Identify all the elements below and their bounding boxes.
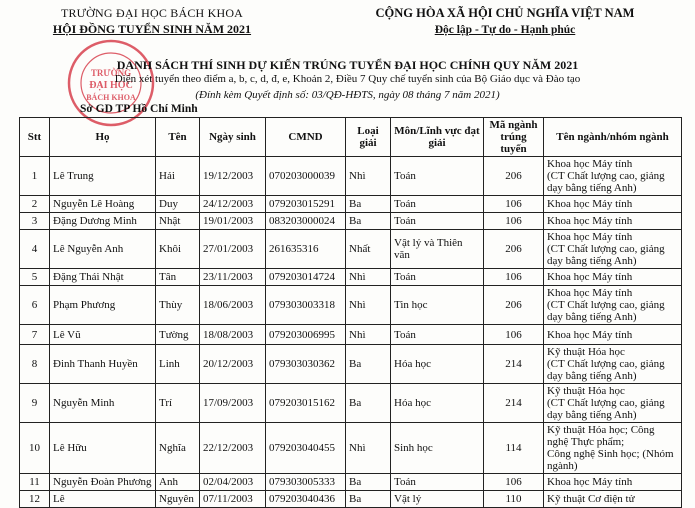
- table-row: [20, 423, 682, 474]
- table-row: [20, 384, 682, 423]
- cell-major-name: [544, 384, 682, 423]
- cell-id: 079203014724: [266, 269, 346, 286]
- cell-stt: 4: [20, 230, 50, 269]
- cell-major-name: [544, 196, 682, 213]
- major-name: Khoa học Máy tính: [547, 271, 633, 283]
- cell-id: 079203040436: [266, 491, 346, 508]
- table-row: [20, 345, 682, 384]
- major-note: (CT Chất lượng cao, giảng dạy bằng tiếng Anh): [547, 358, 665, 382]
- col-stt: Stt: [20, 118, 50, 157]
- cell-dob: 18/06/2003: [200, 286, 266, 325]
- cell-dob: 24/12/2003: [200, 196, 266, 213]
- cell-award: Nhì: [346, 325, 391, 345]
- cell-award: Nhì: [346, 157, 391, 196]
- major-name: Kỹ thuật Hóa học; Công nghệ Thực phẩm;: [547, 424, 655, 448]
- cell-major-name: [544, 230, 682, 269]
- cell-last-name: Nguyễn Lê Hoàng: [50, 196, 156, 213]
- cell-award: Ba: [346, 474, 391, 491]
- cell-subject: Tin học: [391, 286, 484, 325]
- cell-major-code: 106: [484, 196, 544, 213]
- cell-id: 070203000039: [266, 157, 346, 196]
- document-title: DANH SÁCH THÍ SINH DỰ KIẾN TRÚNG TUYỂN ĐẠI HỌC CHÍNH QUY NĂM 2021: [116, 58, 579, 72]
- cell-dob: 18/08/2003: [200, 325, 266, 345]
- header-right: [355, 6, 655, 36]
- col-major-name: Tên ngành/nhóm ngành: [544, 118, 682, 157]
- cell-major-name: [544, 325, 682, 345]
- cell-stt: 6: [20, 286, 50, 325]
- table-row: [20, 196, 682, 213]
- cell-first-name: Trí: [156, 384, 200, 423]
- cell-major-code: 206: [484, 230, 544, 269]
- major-name: Khoa học Máy tính: [547, 287, 633, 299]
- cell-subject: Hóa học: [391, 384, 484, 423]
- cell-major-code: 110: [484, 491, 544, 508]
- cell-dob: 23/11/2003: [200, 269, 266, 286]
- cell-major-name: [544, 213, 682, 230]
- cell-first-name: Khôi: [156, 230, 200, 269]
- cell-last-name: Đặng Thái Nhật: [50, 269, 156, 286]
- major-name: Kỹ thuật Hóa học: [547, 385, 625, 397]
- cell-subject: Hóa học: [391, 345, 484, 384]
- stamp-line-1: TRƯỜNG: [90, 68, 132, 78]
- table-row: [20, 286, 682, 325]
- cell-first-name: Duy: [156, 196, 200, 213]
- cell-last-name: Nguyễn Minh: [50, 384, 156, 423]
- col-first-name: Tên: [156, 118, 200, 157]
- cell-major-name: [544, 269, 682, 286]
- cell-subject: Toán: [391, 474, 484, 491]
- cell-award: Ba: [346, 213, 391, 230]
- cell-stt: 8: [20, 345, 50, 384]
- col-dob: Ngày sinh: [200, 118, 266, 157]
- cell-subject: Toán: [391, 196, 484, 213]
- major-note: (CT Chất lượng cao, giảng dạy bằng tiếng Anh): [547, 243, 665, 267]
- cell-first-name: Anh: [156, 474, 200, 491]
- cell-major-name: [544, 423, 682, 474]
- cell-stt: 9: [20, 384, 50, 423]
- col-subject: Môn/Lĩnh vực đạt giải: [391, 118, 484, 157]
- cell-subject: Toán: [391, 157, 484, 196]
- cell-first-name: Linh: [156, 345, 200, 384]
- nation-title: CỘNG HÒA XÃ HỘI CHỦ NGHĨA VIỆT NAM: [375, 6, 635, 20]
- cell-stt: 3: [20, 213, 50, 230]
- col-last-name: Họ: [50, 118, 156, 157]
- cell-id: 079303030362: [266, 345, 346, 384]
- cell-id: 079203006995: [266, 325, 346, 345]
- major-name: Kỹ thuật Hóa học: [547, 346, 625, 358]
- cell-stt: 1: [20, 157, 50, 196]
- cell-dob: 19/12/2003: [200, 157, 266, 196]
- major-note: Công nghệ Sinh học; (Nhóm ngành): [547, 448, 674, 472]
- cell-last-name: Lê: [50, 491, 156, 508]
- document-subtitle: Diện xét tuyển theo điểm a, b, c, d, đ, e, Khoản 2, Điều 7 Quy chế tuyển sinh của Bộ Giáo dục và Đào tạo: [114, 73, 581, 85]
- cell-last-name: Đặng Dương Minh: [50, 213, 156, 230]
- cell-dob: 19/01/2003: [200, 213, 266, 230]
- cell-dob: 22/12/2003: [200, 423, 266, 474]
- major-note: (CT Chất lượng cao, giảng dạy bằng tiếng Anh): [547, 299, 665, 323]
- header-left: [52, 6, 252, 37]
- cell-stt: 2: [20, 196, 50, 213]
- cell-last-name: Đinh Thanh Huyền: [50, 345, 156, 384]
- cell-last-name: Phạm Phương: [50, 286, 156, 325]
- table-row: [20, 269, 682, 286]
- major-note: (CT Chất lượng cao, giảng dạy bằng tiếng Anh): [547, 170, 665, 194]
- cell-dob: 27/01/2003: [200, 230, 266, 269]
- cell-award: Ba: [346, 384, 391, 423]
- major-name: Khoa học Máy tính: [547, 328, 633, 341]
- major-name: Kỹ thuật Cơ điện tử: [547, 493, 635, 505]
- cell-major-code: 106: [484, 474, 544, 491]
- cell-last-name: Lê Hữu: [50, 423, 156, 474]
- cell-major-name: [544, 474, 682, 491]
- major-name: Khoa học Máy tính: [547, 231, 633, 243]
- cell-id: 079203015162: [266, 384, 346, 423]
- cell-last-name: Lê Trung: [50, 157, 156, 196]
- cell-major-code: 214: [484, 384, 544, 423]
- col-major-code: Mã ngành trúng tuyển: [484, 118, 544, 157]
- decision-reference: (Đính kèm Quyết định số: 03/QĐ-HĐTS, ngày 08 tháng 7 năm 2021): [195, 89, 500, 101]
- cell-dob: 20/12/2003: [200, 345, 266, 384]
- cell-stt: 12: [20, 491, 50, 508]
- cell-first-name: Tân: [156, 269, 200, 286]
- cell-major-code: 206: [484, 157, 544, 196]
- col-award: Loại giải: [346, 118, 391, 157]
- cell-award: Nhì: [346, 286, 391, 325]
- cell-major-name: [544, 286, 682, 325]
- cell-last-name: Nguyễn Đoàn Phương: [50, 474, 156, 491]
- cell-id: 083203000024: [266, 213, 346, 230]
- nation-motto: Độc lập - Tự do - Hạnh phúc: [434, 24, 576, 36]
- table-row: [20, 325, 682, 345]
- stamp-line-3: BÁCH KHOA: [86, 93, 136, 102]
- cell-id: 079203040455: [266, 423, 346, 474]
- cell-stt: 5: [20, 269, 50, 286]
- major-name: Khoa học Máy tính: [547, 158, 633, 170]
- cell-major-code: 106: [484, 325, 544, 345]
- table-row: [20, 157, 682, 196]
- cell-stt: 11: [20, 474, 50, 491]
- cell-award: Nhì: [346, 269, 391, 286]
- cell-first-name: Hải: [156, 157, 200, 196]
- cell-subject: Vật lý và Thiên văn: [391, 230, 484, 269]
- major-name: Khoa học Máy tính: [547, 215, 633, 227]
- cell-subject: Sinh học: [391, 423, 484, 474]
- major-note: (CT Chất lượng cao, giảng dạy bằng tiếng Anh): [547, 397, 665, 421]
- cell-dob: 02/04/2003: [200, 474, 266, 491]
- cell-first-name: Nguyên: [156, 491, 200, 508]
- cell-last-name: Lê Vũ: [50, 325, 156, 345]
- table-row: [20, 230, 682, 269]
- cell-first-name: Nhật: [156, 213, 200, 230]
- candidate-table: [19, 117, 682, 508]
- department-label: Sở GD TP Hồ Chí Minh: [80, 103, 198, 115]
- cell-major-code: 114: [484, 423, 544, 474]
- council-name: HỘI ĐỒNG TUYỂN SINH NĂM 2021: [52, 22, 252, 36]
- cell-first-name: Nghĩa: [156, 423, 200, 474]
- col-id: CMND: [266, 118, 346, 157]
- major-name: Khoa học Máy tính: [547, 198, 633, 210]
- cell-award: Ba: [346, 196, 391, 213]
- cell-dob: 07/11/2003: [200, 491, 266, 508]
- table-row: [20, 213, 682, 230]
- major-name: Khoa học Máy tính: [547, 476, 633, 488]
- cell-subject: Toán: [391, 213, 484, 230]
- cell-award: Ba: [346, 491, 391, 508]
- cell-dob: 17/09/2003: [200, 384, 266, 423]
- cell-subject: Toán: [391, 269, 484, 286]
- table-row: [20, 491, 682, 508]
- cell-first-name: Tường: [156, 325, 200, 345]
- cell-major-name: [544, 345, 682, 384]
- cell-last-name: Lê Nguyễn Anh: [50, 230, 156, 269]
- cell-major-name: [544, 157, 682, 196]
- cell-major-name: [544, 491, 682, 508]
- cell-stt: 7: [20, 325, 50, 345]
- cell-major-code: 106: [484, 269, 544, 286]
- cell-id: 079203015291: [266, 196, 346, 213]
- cell-id: 261635316: [266, 230, 346, 269]
- cell-first-name: Thùy: [156, 286, 200, 325]
- cell-major-code: 214: [484, 345, 544, 384]
- stamp-line-2: ĐẠI HỌC: [89, 80, 133, 91]
- cell-stt: 10: [20, 423, 50, 474]
- cell-award: Nhất: [346, 230, 391, 269]
- table-header-row: [20, 118, 682, 157]
- school-name: TRƯỜNG ĐẠI HỌC BÁCH KHOA: [60, 6, 244, 20]
- cell-subject: Vật lý: [391, 491, 484, 508]
- cell-major-code: 206: [484, 286, 544, 325]
- cell-major-code: 106: [484, 213, 544, 230]
- cell-id: 079303005333: [266, 474, 346, 491]
- cell-id: 079303003318: [266, 286, 346, 325]
- cell-award: Nhì: [346, 423, 391, 474]
- table-row: [20, 474, 682, 491]
- cell-subject: Toán: [391, 325, 484, 345]
- cell-award: Ba: [346, 345, 391, 384]
